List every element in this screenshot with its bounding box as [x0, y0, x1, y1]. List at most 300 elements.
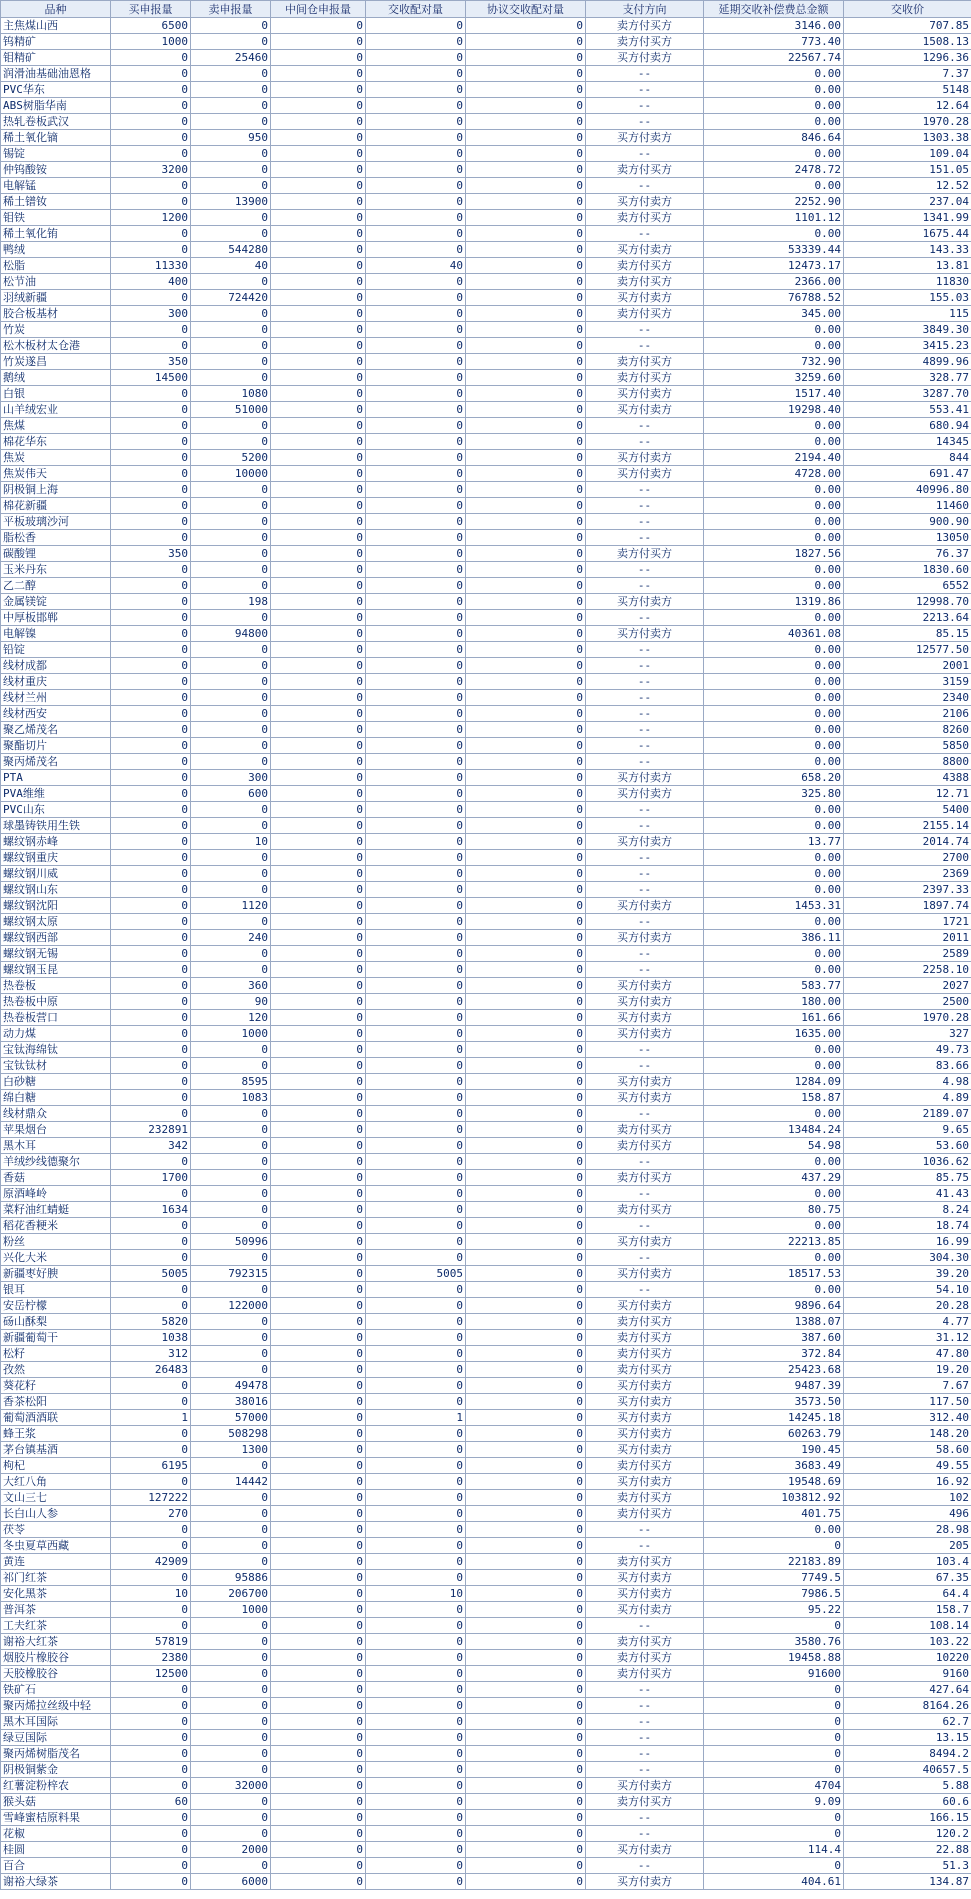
table-row — [1, 274, 971, 290]
cell-agreement-matched-quantity: 0 — [466, 1202, 586, 1218]
cell-payment-direction: -- — [586, 946, 704, 962]
cell-buy-quantity: 3200 — [111, 162, 191, 178]
cell-settlement-price: 205 — [844, 1538, 971, 1554]
cell-settlement-price: 1036.62 — [844, 1154, 971, 1170]
cell-payment-direction: 买方付卖方 — [586, 898, 704, 914]
cell-payment-direction: 买方付卖方 — [586, 386, 704, 402]
cell-compensation-total: 1284.09 — [704, 1074, 844, 1090]
table-row — [1, 594, 971, 610]
cell-warehouse-quantity: 0 — [271, 706, 366, 722]
cell-sell-quantity: 0 — [191, 146, 271, 162]
cell-payment-direction: 卖方付买方 — [586, 1634, 704, 1650]
cell-product: 桂圆 — [1, 1842, 111, 1858]
cell-agreement-matched-quantity: 0 — [466, 1330, 586, 1346]
cell-compensation-total: 0.00 — [704, 114, 844, 130]
cell-matched-quantity: 0 — [366, 866, 466, 882]
cell-payment-direction: 卖方付买方 — [586, 306, 704, 322]
cell-payment-direction: 买方付卖方 — [586, 450, 704, 466]
cell-warehouse-quantity: 0 — [271, 1858, 366, 1874]
cell-payment-direction: 买方付卖方 — [586, 1426, 704, 1442]
cell-warehouse-quantity: 0 — [271, 130, 366, 146]
table-row — [1, 1218, 971, 1234]
cell-warehouse-quantity: 0 — [271, 1810, 366, 1826]
cell-agreement-matched-quantity: 0 — [466, 290, 586, 306]
cell-settlement-price: 2340 — [844, 690, 971, 706]
header-settlement-price: 交收价 — [844, 1, 971, 18]
cell-agreement-matched-quantity: 0 — [466, 1682, 586, 1698]
cell-agreement-matched-quantity: 0 — [466, 162, 586, 178]
cell-buy-quantity: 0 — [111, 466, 191, 482]
cell-settlement-price: 83.66 — [844, 1058, 971, 1074]
cell-matched-quantity: 0 — [366, 642, 466, 658]
cell-product: 宝钛海绵钛 — [1, 1042, 111, 1058]
cell-sell-quantity: 0 — [191, 738, 271, 754]
cell-compensation-total: 0.00 — [704, 66, 844, 82]
cell-product: 脂松香 — [1, 530, 111, 546]
table-row — [1, 930, 971, 946]
cell-sell-quantity: 0 — [191, 226, 271, 242]
cell-agreement-matched-quantity: 0 — [466, 1410, 586, 1426]
cell-matched-quantity: 0 — [366, 1842, 466, 1858]
cell-agreement-matched-quantity: 0 — [466, 1426, 586, 1442]
cell-settlement-price: 312.40 — [844, 1410, 971, 1426]
cell-buy-quantity: 0 — [111, 578, 191, 594]
cell-matched-quantity: 0 — [366, 418, 466, 434]
cell-compensation-total: 3259.60 — [704, 370, 844, 386]
table-row — [1, 1490, 971, 1506]
cell-payment-direction: -- — [586, 738, 704, 754]
cell-buy-quantity: 26483 — [111, 1362, 191, 1378]
cell-compensation-total: 0.00 — [704, 738, 844, 754]
cell-buy-quantity: 0 — [111, 1858, 191, 1874]
cell-compensation-total: 0.00 — [704, 1250, 844, 1266]
cell-product: 百合 — [1, 1858, 111, 1874]
cell-compensation-total: 0 — [704, 1714, 844, 1730]
cell-warehouse-quantity: 0 — [271, 754, 366, 770]
cell-warehouse-quantity: 0 — [271, 530, 366, 546]
cell-matched-quantity: 0 — [366, 1634, 466, 1650]
cell-buy-quantity: 0 — [111, 946, 191, 962]
cell-payment-direction: 卖方付买方 — [586, 1666, 704, 1682]
cell-compensation-total: 0.00 — [704, 226, 844, 242]
table-row — [1, 530, 971, 546]
cell-product: 阴极铜上海 — [1, 482, 111, 498]
cell-matched-quantity: 0 — [366, 546, 466, 562]
table-row — [1, 1826, 971, 1842]
cell-matched-quantity: 0 — [366, 1826, 466, 1842]
cell-matched-quantity: 0 — [366, 66, 466, 82]
cell-compensation-total: 12473.17 — [704, 258, 844, 274]
cell-settlement-price: 553.41 — [844, 402, 971, 418]
cell-buy-quantity: 0 — [111, 514, 191, 530]
cell-matched-quantity: 0 — [366, 1858, 466, 1874]
cell-payment-direction: 买方付卖方 — [586, 1298, 704, 1314]
cell-settlement-price: 16.92 — [844, 1474, 971, 1490]
cell-product: 宝钛钛材 — [1, 1058, 111, 1074]
table-row — [1, 1570, 971, 1586]
table-row — [1, 546, 971, 562]
cell-sell-quantity: 0 — [191, 946, 271, 962]
cell-buy-quantity: 0 — [111, 738, 191, 754]
cell-compensation-total: 437.29 — [704, 1170, 844, 1186]
table-row — [1, 802, 971, 818]
cell-agreement-matched-quantity: 0 — [466, 1826, 586, 1842]
cell-payment-direction: -- — [586, 578, 704, 594]
cell-matched-quantity: 0 — [366, 1426, 466, 1442]
cell-buy-quantity: 0 — [111, 914, 191, 930]
cell-product: 螺纹钢玉昆 — [1, 962, 111, 978]
cell-product: 松木板材太仓港 — [1, 338, 111, 354]
cell-warehouse-quantity: 0 — [271, 1826, 366, 1842]
cell-product: 砀山酥梨 — [1, 1314, 111, 1330]
table-row — [1, 1394, 971, 1410]
cell-product: 稀土氧化铕 — [1, 226, 111, 242]
cell-product: 谢裕大红茶 — [1, 1634, 111, 1650]
cell-matched-quantity: 0 — [366, 738, 466, 754]
table-row — [1, 514, 971, 530]
table-row — [1, 1266, 971, 1282]
cell-product: 线材兰州 — [1, 690, 111, 706]
cell-product: 祁门红茶 — [1, 1570, 111, 1586]
cell-payment-direction: -- — [586, 114, 704, 130]
header-product: 品种 — [1, 1, 111, 18]
cell-buy-quantity: 0 — [111, 562, 191, 578]
cell-payment-direction: 卖方付买方 — [586, 354, 704, 370]
cell-settlement-price: 51.3 — [844, 1858, 971, 1874]
table-row — [1, 1682, 971, 1698]
table-row — [1, 354, 971, 370]
cell-sell-quantity: 0 — [191, 1250, 271, 1266]
cell-compensation-total: 0.00 — [704, 866, 844, 882]
cell-warehouse-quantity: 0 — [271, 418, 366, 434]
cell-matched-quantity: 0 — [366, 1714, 466, 1730]
cell-payment-direction: -- — [586, 1186, 704, 1202]
cell-sell-quantity: 198 — [191, 594, 271, 610]
cell-product: 猴头菇 — [1, 1794, 111, 1810]
table-row — [1, 466, 971, 482]
cell-sell-quantity: 25460 — [191, 50, 271, 66]
cell-buy-quantity: 0 — [111, 1474, 191, 1490]
cell-product: 烟胶片橡胶谷 — [1, 1650, 111, 1666]
cell-payment-direction: -- — [586, 642, 704, 658]
cell-payment-direction: -- — [586, 482, 704, 498]
cell-sell-quantity: 0 — [191, 1762, 271, 1778]
cell-product: 阴极铜紫金 — [1, 1762, 111, 1778]
cell-product: 绵白糖 — [1, 1090, 111, 1106]
cell-sell-quantity: 0 — [191, 34, 271, 50]
cell-settlement-price: 85.75 — [844, 1170, 971, 1186]
table-row — [1, 498, 971, 514]
cell-product: 聚酯切片 — [1, 738, 111, 754]
cell-matched-quantity: 0 — [366, 626, 466, 642]
table-row — [1, 1122, 971, 1138]
table-row — [1, 850, 971, 866]
cell-compensation-total: 1101.12 — [704, 210, 844, 226]
cell-agreement-matched-quantity: 0 — [466, 1026, 586, 1042]
cell-settlement-price: 8164.26 — [844, 1698, 971, 1714]
cell-product: 银耳 — [1, 1282, 111, 1298]
cell-warehouse-quantity: 0 — [271, 50, 366, 66]
cell-compensation-total: 0.00 — [704, 322, 844, 338]
cell-payment-direction: 买方付卖方 — [586, 1842, 704, 1858]
cell-payment-direction: 卖方付买方 — [586, 546, 704, 562]
cell-warehouse-quantity: 0 — [271, 114, 366, 130]
cell-matched-quantity: 0 — [366, 386, 466, 402]
cell-matched-quantity: 0 — [366, 1058, 466, 1074]
cell-compensation-total: 0 — [704, 1538, 844, 1554]
table-row — [1, 978, 971, 994]
cell-warehouse-quantity: 0 — [271, 1026, 366, 1042]
table-row — [1, 1090, 971, 1106]
cell-settlement-price: 1897.74 — [844, 898, 971, 914]
cell-payment-direction: -- — [586, 914, 704, 930]
table-row — [1, 290, 971, 306]
table-row — [1, 1250, 971, 1266]
cell-payment-direction: 买方付卖方 — [586, 1474, 704, 1490]
cell-sell-quantity: 14442 — [191, 1474, 271, 1490]
cell-buy-quantity: 0 — [111, 1682, 191, 1698]
cell-settlement-price: 844 — [844, 450, 971, 466]
table-row — [1, 146, 971, 162]
cell-sell-quantity: 0 — [191, 914, 271, 930]
cell-settlement-price: 14345 — [844, 434, 971, 450]
cell-settlement-price: 10220 — [844, 1650, 971, 1666]
cell-buy-quantity: 0 — [111, 882, 191, 898]
cell-buy-quantity: 400 — [111, 274, 191, 290]
table-row — [1, 418, 971, 434]
cell-agreement-matched-quantity: 0 — [466, 674, 586, 690]
cell-compensation-total: 0.00 — [704, 1218, 844, 1234]
cell-compensation-total: 9.09 — [704, 1794, 844, 1810]
cell-sell-quantity: 0 — [191, 1698, 271, 1714]
cell-product: 绿豆国际 — [1, 1730, 111, 1746]
cell-sell-quantity: 1083 — [191, 1090, 271, 1106]
cell-product: 文山三七 — [1, 1490, 111, 1506]
cell-product: 工夫红茶 — [1, 1618, 111, 1634]
cell-payment-direction: -- — [586, 514, 704, 530]
cell-payment-direction: 买方付卖方 — [586, 978, 704, 994]
cell-matched-quantity: 0 — [366, 1106, 466, 1122]
cell-agreement-matched-quantity: 0 — [466, 1730, 586, 1746]
cell-buy-quantity: 0 — [111, 226, 191, 242]
cell-settlement-price: 304.30 — [844, 1250, 971, 1266]
cell-settlement-price: 4.98 — [844, 1074, 971, 1090]
table-row — [1, 1058, 971, 1074]
cell-payment-direction: -- — [586, 322, 704, 338]
cell-agreement-matched-quantity: 0 — [466, 82, 586, 98]
cell-warehouse-quantity: 0 — [271, 1426, 366, 1442]
table-row — [1, 562, 971, 578]
cell-matched-quantity: 0 — [366, 914, 466, 930]
cell-warehouse-quantity: 0 — [271, 1298, 366, 1314]
cell-matched-quantity: 0 — [366, 1042, 466, 1058]
cell-sell-quantity: 508298 — [191, 1426, 271, 1442]
cell-warehouse-quantity: 0 — [271, 1410, 366, 1426]
cell-compensation-total: 0 — [704, 1730, 844, 1746]
cell-warehouse-quantity: 0 — [271, 1138, 366, 1154]
table-row — [1, 1314, 971, 1330]
cell-compensation-total: 0.00 — [704, 1154, 844, 1170]
cell-agreement-matched-quantity: 0 — [466, 738, 586, 754]
cell-sell-quantity: 950 — [191, 130, 271, 146]
cell-buy-quantity: 0 — [111, 818, 191, 834]
cell-sell-quantity: 0 — [191, 706, 271, 722]
cell-payment-direction: -- — [586, 1746, 704, 1762]
cell-matched-quantity: 0 — [366, 1602, 466, 1618]
cell-payment-direction: 买方付卖方 — [586, 1778, 704, 1794]
cell-matched-quantity: 0 — [366, 498, 466, 514]
cell-compensation-total: 372.84 — [704, 1346, 844, 1362]
cell-sell-quantity: 0 — [191, 1538, 271, 1554]
cell-settlement-price: 4388 — [844, 770, 971, 786]
cell-sell-quantity: 0 — [191, 1186, 271, 1202]
cell-compensation-total: 387.60 — [704, 1330, 844, 1346]
cell-sell-quantity: 0 — [191, 642, 271, 658]
cell-agreement-matched-quantity: 0 — [466, 882, 586, 898]
cell-sell-quantity: 0 — [191, 274, 271, 290]
cell-sell-quantity: 0 — [191, 1666, 271, 1682]
cell-payment-direction: -- — [586, 418, 704, 434]
cell-payment-direction: 卖方付买方 — [586, 1458, 704, 1474]
cell-agreement-matched-quantity: 0 — [466, 850, 586, 866]
cell-settlement-price: 691.47 — [844, 466, 971, 482]
cell-product: 花椒 — [1, 1826, 111, 1842]
cell-warehouse-quantity: 0 — [271, 162, 366, 178]
cell-warehouse-quantity: 0 — [271, 1106, 366, 1122]
cell-buy-quantity: 0 — [111, 1234, 191, 1250]
table-row — [1, 1506, 971, 1522]
cell-buy-quantity: 0 — [111, 754, 191, 770]
cell-compensation-total: 0 — [704, 1746, 844, 1762]
cell-sell-quantity: 544280 — [191, 242, 271, 258]
table-row — [1, 1874, 971, 1890]
cell-settlement-price: 143.33 — [844, 242, 971, 258]
cell-matched-quantity: 0 — [366, 130, 466, 146]
cell-settlement-price: 47.80 — [844, 1346, 971, 1362]
cell-product: 竹炭 — [1, 322, 111, 338]
cell-settlement-price: 60.6 — [844, 1794, 971, 1810]
table-row — [1, 1538, 971, 1554]
cell-product: 雪峰蜜桔原料果 — [1, 1810, 111, 1826]
cell-agreement-matched-quantity: 0 — [466, 114, 586, 130]
cell-agreement-matched-quantity: 0 — [466, 1522, 586, 1538]
cell-matched-quantity: 0 — [366, 354, 466, 370]
cell-buy-quantity: 14500 — [111, 370, 191, 386]
cell-payment-direction: -- — [586, 1106, 704, 1122]
cell-agreement-matched-quantity: 0 — [466, 546, 586, 562]
cell-settlement-price: 54.10 — [844, 1282, 971, 1298]
cell-matched-quantity: 0 — [366, 786, 466, 802]
cell-agreement-matched-quantity: 0 — [466, 434, 586, 450]
cell-settlement-price: 2397.33 — [844, 882, 971, 898]
cell-warehouse-quantity: 0 — [271, 1586, 366, 1602]
cell-agreement-matched-quantity: 0 — [466, 658, 586, 674]
cell-warehouse-quantity: 0 — [271, 402, 366, 418]
cell-warehouse-quantity: 0 — [271, 946, 366, 962]
cell-agreement-matched-quantity: 0 — [466, 610, 586, 626]
cell-matched-quantity: 0 — [366, 1010, 466, 1026]
cell-payment-direction: -- — [586, 1762, 704, 1778]
cell-buy-quantity: 0 — [111, 642, 191, 658]
cell-agreement-matched-quantity: 0 — [466, 482, 586, 498]
table-row — [1, 786, 971, 802]
cell-product: 安岳柠檬 — [1, 1298, 111, 1314]
cell-buy-quantity: 0 — [111, 1442, 191, 1458]
cell-compensation-total: 0.00 — [704, 514, 844, 530]
cell-buy-quantity: 0 — [111, 1042, 191, 1058]
cell-sell-quantity: 0 — [191, 1618, 271, 1634]
cell-warehouse-quantity: 0 — [271, 914, 366, 930]
cell-agreement-matched-quantity: 0 — [466, 50, 586, 66]
cell-buy-quantity: 0 — [111, 1426, 191, 1442]
cell-agreement-matched-quantity: 0 — [466, 1042, 586, 1058]
cell-sell-quantity: 0 — [191, 354, 271, 370]
table-row — [1, 1634, 971, 1650]
cell-compensation-total: 1319.86 — [704, 594, 844, 610]
cell-matched-quantity: 0 — [366, 1282, 466, 1298]
cell-compensation-total: 0.00 — [704, 754, 844, 770]
cell-buy-quantity: 0 — [111, 626, 191, 642]
cell-product: 黑木耳国际 — [1, 1714, 111, 1730]
cell-warehouse-quantity: 0 — [271, 994, 366, 1010]
cell-sell-quantity: 49478 — [191, 1378, 271, 1394]
cell-payment-direction: 买方付卖方 — [586, 1410, 704, 1426]
cell-agreement-matched-quantity: 0 — [466, 754, 586, 770]
table-row — [1, 882, 971, 898]
cell-buy-quantity: 350 — [111, 546, 191, 562]
cell-settlement-price: 62.7 — [844, 1714, 971, 1730]
cell-matched-quantity: 0 — [366, 754, 466, 770]
cell-sell-quantity: 0 — [191, 1458, 271, 1474]
cell-settlement-price: 12.71 — [844, 786, 971, 802]
cell-sell-quantity: 0 — [191, 562, 271, 578]
table-row — [1, 1730, 971, 1746]
cell-matched-quantity: 0 — [366, 1746, 466, 1762]
cell-sell-quantity: 0 — [191, 866, 271, 882]
cell-product: 长白山人参 — [1, 1506, 111, 1522]
table-row — [1, 178, 971, 194]
cell-matched-quantity: 0 — [366, 306, 466, 322]
cell-payment-direction: 买方付卖方 — [586, 626, 704, 642]
cell-payment-direction: 卖方付买方 — [586, 1314, 704, 1330]
cell-buy-quantity: 0 — [111, 994, 191, 1010]
cell-compensation-total: 53339.44 — [704, 242, 844, 258]
cell-buy-quantity: 0 — [111, 50, 191, 66]
cell-matched-quantity: 0 — [366, 514, 466, 530]
cell-payment-direction: -- — [586, 1698, 704, 1714]
cell-settlement-price: 13.15 — [844, 1730, 971, 1746]
cell-compensation-total: 0 — [704, 1698, 844, 1714]
cell-matched-quantity: 0 — [366, 818, 466, 834]
cell-agreement-matched-quantity: 0 — [466, 1266, 586, 1282]
cell-settlement-price: 40657.5 — [844, 1762, 971, 1778]
cell-buy-quantity: 127222 — [111, 1490, 191, 1506]
cell-buy-quantity: 0 — [111, 1378, 191, 1394]
cell-buy-quantity: 5005 — [111, 1266, 191, 1282]
cell-warehouse-quantity: 0 — [271, 322, 366, 338]
cell-agreement-matched-quantity: 0 — [466, 1090, 586, 1106]
cell-sell-quantity: 600 — [191, 786, 271, 802]
cell-warehouse-quantity: 0 — [271, 690, 366, 706]
cell-payment-direction: -- — [586, 706, 704, 722]
cell-payment-direction: 卖方付买方 — [586, 210, 704, 226]
table-row — [1, 242, 971, 258]
cell-settlement-price: 1721 — [844, 914, 971, 930]
cell-sell-quantity: 0 — [191, 98, 271, 114]
table-body — [1, 18, 971, 1890]
cell-settlement-price: 40996.80 — [844, 482, 971, 498]
cell-compensation-total: 0 — [704, 1858, 844, 1874]
